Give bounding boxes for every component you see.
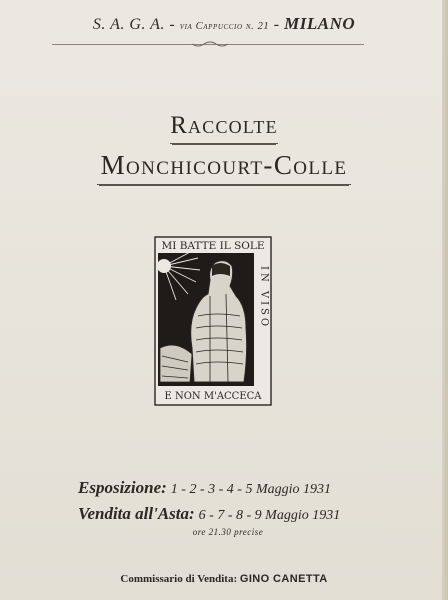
commissioner-label: Commissario di Vendita: bbox=[120, 573, 238, 585]
title-line-1: Raccolte bbox=[170, 112, 278, 144]
header-separator: - bbox=[169, 16, 176, 33]
page-edge bbox=[442, 0, 448, 600]
event-dates bbox=[78, 478, 378, 537]
auction-time: ore 21.30 precise bbox=[192, 527, 264, 537]
auction-label: Vendita all'Asta: bbox=[78, 504, 195, 523]
catalog-title bbox=[0, 112, 448, 185]
ornament-icon bbox=[190, 39, 230, 49]
commissioner-line bbox=[0, 573, 448, 585]
header-separator: - bbox=[273, 16, 280, 33]
exhibition-row bbox=[78, 478, 378, 498]
auction-value: 6 - 7 - 8 - 9 Maggio 1931 bbox=[198, 508, 341, 523]
publisher-header bbox=[0, 14, 448, 34]
title-line-2: Monchicourt-Colle bbox=[97, 150, 352, 185]
commissioner-name: GINO CANETTA bbox=[239, 573, 328, 585]
publisher-address: via Cappuccio n. 21 bbox=[179, 21, 270, 32]
publisher-city: MILANO bbox=[284, 14, 356, 33]
motto-top: MI BATTE IL SOLE bbox=[161, 240, 265, 252]
auction-row bbox=[78, 504, 378, 524]
motto-side: IN VISO bbox=[258, 266, 270, 330]
exhibition-value: 1 - 2 - 3 - 4 - 5 Maggio 1931 bbox=[170, 482, 331, 497]
exhibition-label: Esposizione: bbox=[78, 478, 167, 497]
motto-bottom: E NON M'ACCECA bbox=[164, 391, 262, 402]
publisher-org: S. A. G. A. bbox=[92, 16, 165, 33]
armored-knight-sun-icon bbox=[154, 236, 272, 406]
